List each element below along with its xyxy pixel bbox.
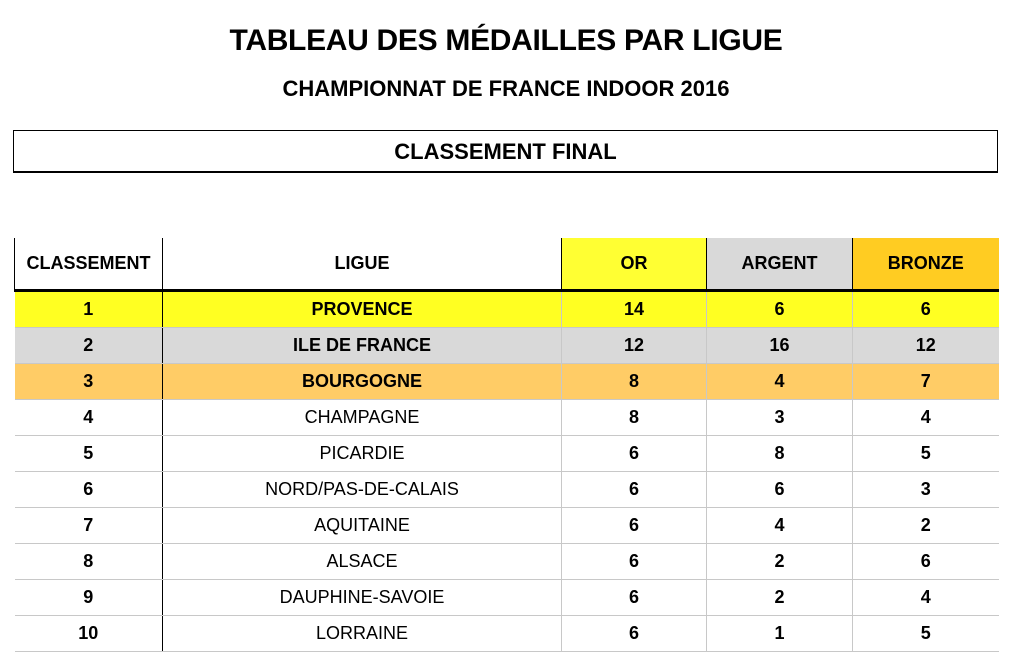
gold-cell: 6 (562, 472, 707, 508)
league-cell: DAUPHINE-SAVOIE (163, 580, 562, 616)
bronze-cell: 2 (853, 508, 999, 544)
gold-cell: 6 (562, 616, 707, 652)
rank-cell: 1 (15, 291, 163, 328)
silver-cell: 8 (707, 436, 853, 472)
silver-cell: 16 (707, 328, 853, 364)
bronze-cell: 5 (853, 436, 999, 472)
table-row (15, 400, 999, 436)
table-row (15, 472, 999, 508)
gold-cell: 8 (562, 400, 707, 436)
silver-cell: 2 (707, 580, 853, 616)
rank-cell: 10 (15, 616, 163, 652)
table-row (15, 508, 999, 544)
rank-cell: 4 (15, 400, 163, 436)
bronze-cell: 6 (853, 544, 999, 580)
bronze-cell: 7 (853, 364, 999, 400)
rank-cell: 5 (15, 436, 163, 472)
league-cell: PICARDIE (163, 436, 562, 472)
table-row (15, 616, 999, 652)
silver-cell: 4 (707, 364, 853, 400)
table-row (15, 291, 999, 328)
silver-cell: 1 (707, 616, 853, 652)
table-row (15, 364, 999, 400)
silver-cell: 4 (707, 508, 853, 544)
gold-cell: 8 (562, 364, 707, 400)
league-cell: BOURGOGNE (163, 364, 562, 400)
medal-table (14, 238, 999, 652)
rank-cell: 6 (15, 472, 163, 508)
gold-cell: 14 (562, 291, 707, 328)
bronze-cell: 6 (853, 291, 999, 328)
gold-cell: 6 (562, 508, 707, 544)
league-cell: PROVENCE (163, 291, 562, 328)
column-header-bronze: BRONZE (853, 238, 999, 291)
rank-cell: 7 (15, 508, 163, 544)
rank-cell: 8 (15, 544, 163, 580)
rank-cell: 9 (15, 580, 163, 616)
bronze-cell: 4 (853, 400, 999, 436)
bronze-cell: 12 (853, 328, 999, 364)
table-row (15, 580, 999, 616)
league-cell: LORRAINE (163, 616, 562, 652)
gold-cell: 6 (562, 544, 707, 580)
column-header-league: LIGUE (163, 238, 562, 291)
silver-cell: 3 (707, 400, 853, 436)
silver-cell: 6 (707, 291, 853, 328)
gold-cell: 6 (562, 436, 707, 472)
section-title: CLASSEMENT FINAL (13, 130, 998, 173)
page-title: TABLEAU DES MÉDAILLES PAR LIGUE (229, 24, 783, 57)
silver-cell: 6 (707, 472, 853, 508)
table-row (15, 436, 999, 472)
page-subtitle: CHAMPIONNAT DE FRANCE INDOOR 2016 (282, 76, 730, 101)
gold-cell: 6 (562, 580, 707, 616)
bronze-cell: 5 (853, 616, 999, 652)
table-header-row (15, 238, 999, 291)
table-row (15, 328, 999, 364)
bronze-cell: 3 (853, 472, 999, 508)
league-cell: NORD/PAS-DE-CALAIS (163, 472, 562, 508)
league-cell: ALSACE (163, 544, 562, 580)
column-header-silver: ARGENT (707, 238, 853, 291)
league-cell: CHAMPAGNE (163, 400, 562, 436)
silver-cell: 2 (707, 544, 853, 580)
column-header-gold: OR (562, 238, 707, 291)
bronze-cell: 4 (853, 580, 999, 616)
league-cell: ILE DE FRANCE (163, 328, 562, 364)
league-cell: AQUITAINE (163, 508, 562, 544)
gold-cell: 12 (562, 328, 707, 364)
rank-cell: 3 (15, 364, 163, 400)
column-header-rank: CLASSEMENT (15, 238, 163, 291)
table-row (15, 544, 999, 580)
rank-cell: 2 (15, 328, 163, 364)
